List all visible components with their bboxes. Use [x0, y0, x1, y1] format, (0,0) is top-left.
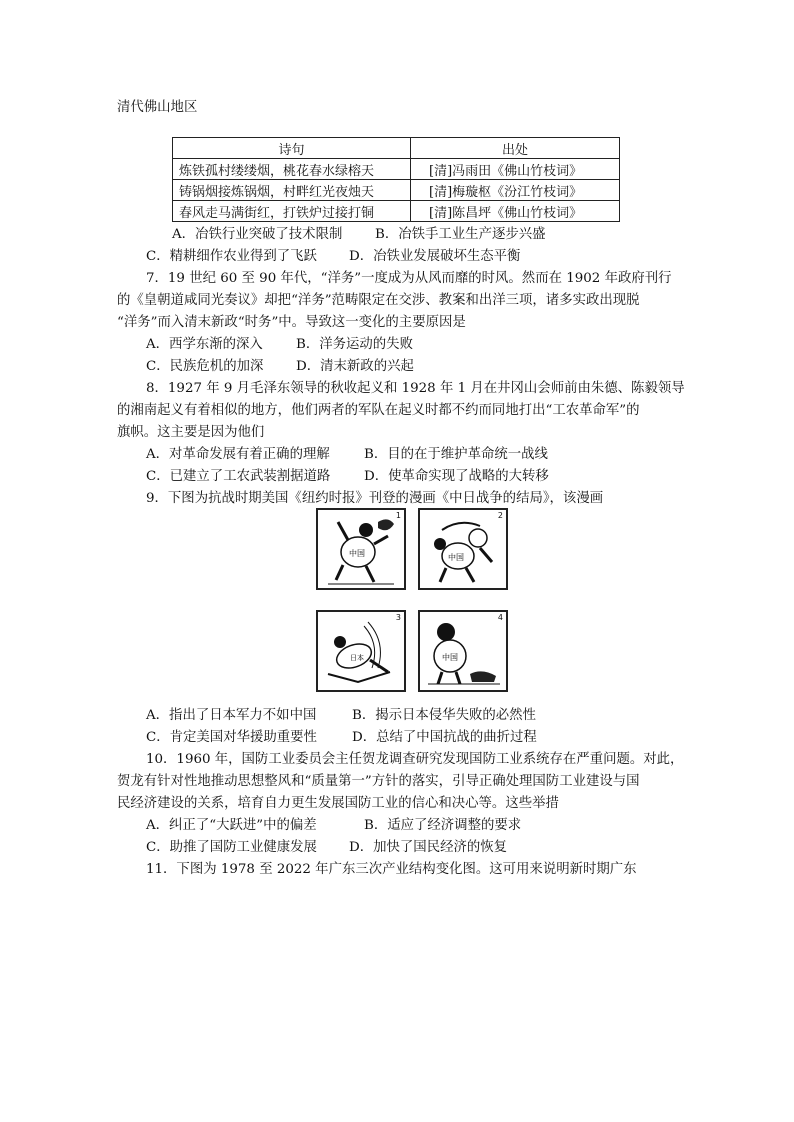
q10-option-a: A．纠正了“大跃进”中的偏差	[146, 818, 317, 833]
q8-stem-line3: 旗帜。这主要是因为他们	[117, 425, 265, 440]
q6-option-a: A．冶铁行业突破了技术限制	[172, 227, 343, 242]
q8-option-d: D．使革命实现了战略的大转移	[364, 469, 549, 484]
q6-option-d: D．冶铁业发展破坏生态平衡	[349, 249, 521, 264]
q6-option-c: C．精耕细作农业得到了飞跃	[146, 249, 317, 264]
q11-stem-line1: 11．下图为 1978 至 2022 年广东三次产业结构变化图。这可用来说明新时期广东	[146, 862, 637, 877]
poem-table	[172, 137, 620, 222]
poem-cell: 炼铁孤村缕缕烟，桃花春水绿榕天	[173, 159, 411, 180]
source-cell: [清]冯雨田《佛山竹枝词》	[411, 159, 620, 180]
panel-number: 3	[395, 613, 401, 622]
source-cell: [清]梅璇枢《汾江竹枝词》	[411, 180, 620, 201]
q9-option-b: B．揭示日本侵华失败的必然性	[352, 708, 536, 723]
panel-label: 中国	[442, 653, 458, 662]
q10-stem-line3: 民经济建设的关系，培育自力更生发展国防工业的信心和决心等。这些举措	[117, 796, 559, 811]
panel-label: 中国	[349, 549, 365, 558]
q7-stem-line3: “洋务”而入清末新政“时务”中。导致这一变化的主要原因是	[117, 315, 466, 330]
q7-stem-line1: 7．19 世纪 60 至 90 年代，“洋务”一度成为从风而靡的时风。然而在 1902 年政府刊行	[146, 271, 672, 286]
cartoon-panel-4	[418, 610, 508, 692]
poem-cell: 春风走马满街红，打铁炉过接打铜	[173, 201, 411, 222]
q8-option-a: A．对革命发展有着正确的理解	[146, 447, 330, 462]
panel-number: 1	[395, 511, 401, 520]
q8-option-b: B．目的在于维护革命统一战线	[364, 447, 548, 462]
q10-option-d: D．加快了国民经济的恢复	[349, 840, 508, 855]
q10-option-c: C．助推了国防工业健康发展	[146, 840, 317, 855]
table-header-row	[173, 138, 620, 159]
q10-stem-line1: 10．1960 年，国防工业委员会主任贺龙调查研究发现国防工业系统存在严重问题。对此，	[146, 752, 684, 767]
q6-option-b: B．冶铁手工业生产逐步兴盛	[375, 227, 546, 242]
q9-option-c: C．肯定美国对华援助重要性	[146, 730, 317, 745]
source-cell: [清]陈昌坪《佛山竹枝词》	[411, 201, 620, 222]
standing-figure-illustration	[420, 612, 506, 690]
q8-stem-line2: 的湘南起义有着相似的地方，他们两者的军队在起义时都不约而同地打出“工农革命军”的	[117, 403, 640, 418]
table-row	[173, 159, 620, 180]
q7-option-a: A．西学东渐的深入	[146, 337, 263, 352]
q9-option-a: A．指出了日本军力不如中国	[146, 708, 317, 723]
q9-stem-line1: 9．下图为抗战时期美国《纽约时报》刊登的漫画《中日战争的结局》，该漫画	[146, 491, 604, 506]
cartoon-panel-3	[316, 610, 406, 692]
region-label: 清代佛山地区	[117, 100, 198, 115]
q7-option-c: C．民族危机的加深	[146, 359, 264, 374]
falling-figure-illustration	[318, 612, 404, 690]
q8-option-c: C．已建立了工农武装割据道路	[146, 469, 331, 484]
table-row	[173, 201, 620, 222]
q7-stem-line2: 的《皇朝道咸同光奏议》却把“洋务”范畴限定在交涉、教案和出洋三项，诸多实政出现脱	[117, 293, 640, 308]
fighting-figures-illustration	[420, 510, 506, 588]
cartoon-panel-2	[418, 508, 508, 590]
header-poem: 诗句	[173, 138, 411, 159]
header-source: 出处	[411, 138, 620, 159]
fighting-figures-illustration	[318, 510, 404, 588]
panel-label: 中国	[448, 553, 464, 562]
table-row	[173, 180, 620, 201]
q10-option-b: B．适应了经济调整的要求	[364, 818, 522, 833]
q10-stem-line2: 贺龙有针对性地推动思想整风和“质量第一”方针的落实，引导正确处理国防工业建设与国	[117, 774, 640, 789]
q7-option-b: B．洋务运动的失败	[296, 337, 413, 352]
q8-stem-line1: 8．1927 年 9 月毛泽东领导的秋收起义和 1928 年 1 月在井冈山会师前由朱德、陈毅领导	[146, 381, 685, 396]
poem-cell: 铸锅烟接炼锅烟，村畔红光夜烛天	[173, 180, 411, 201]
q9-option-d: D．总结了中国抗战的曲折过程	[352, 730, 537, 745]
panel-number: 2	[497, 511, 503, 520]
panel-label: 日本	[350, 654, 364, 662]
cartoon-panel-1	[316, 508, 406, 590]
q7-option-d: D．清末新政的兴起	[296, 359, 414, 374]
panel-number: 4	[497, 613, 503, 622]
